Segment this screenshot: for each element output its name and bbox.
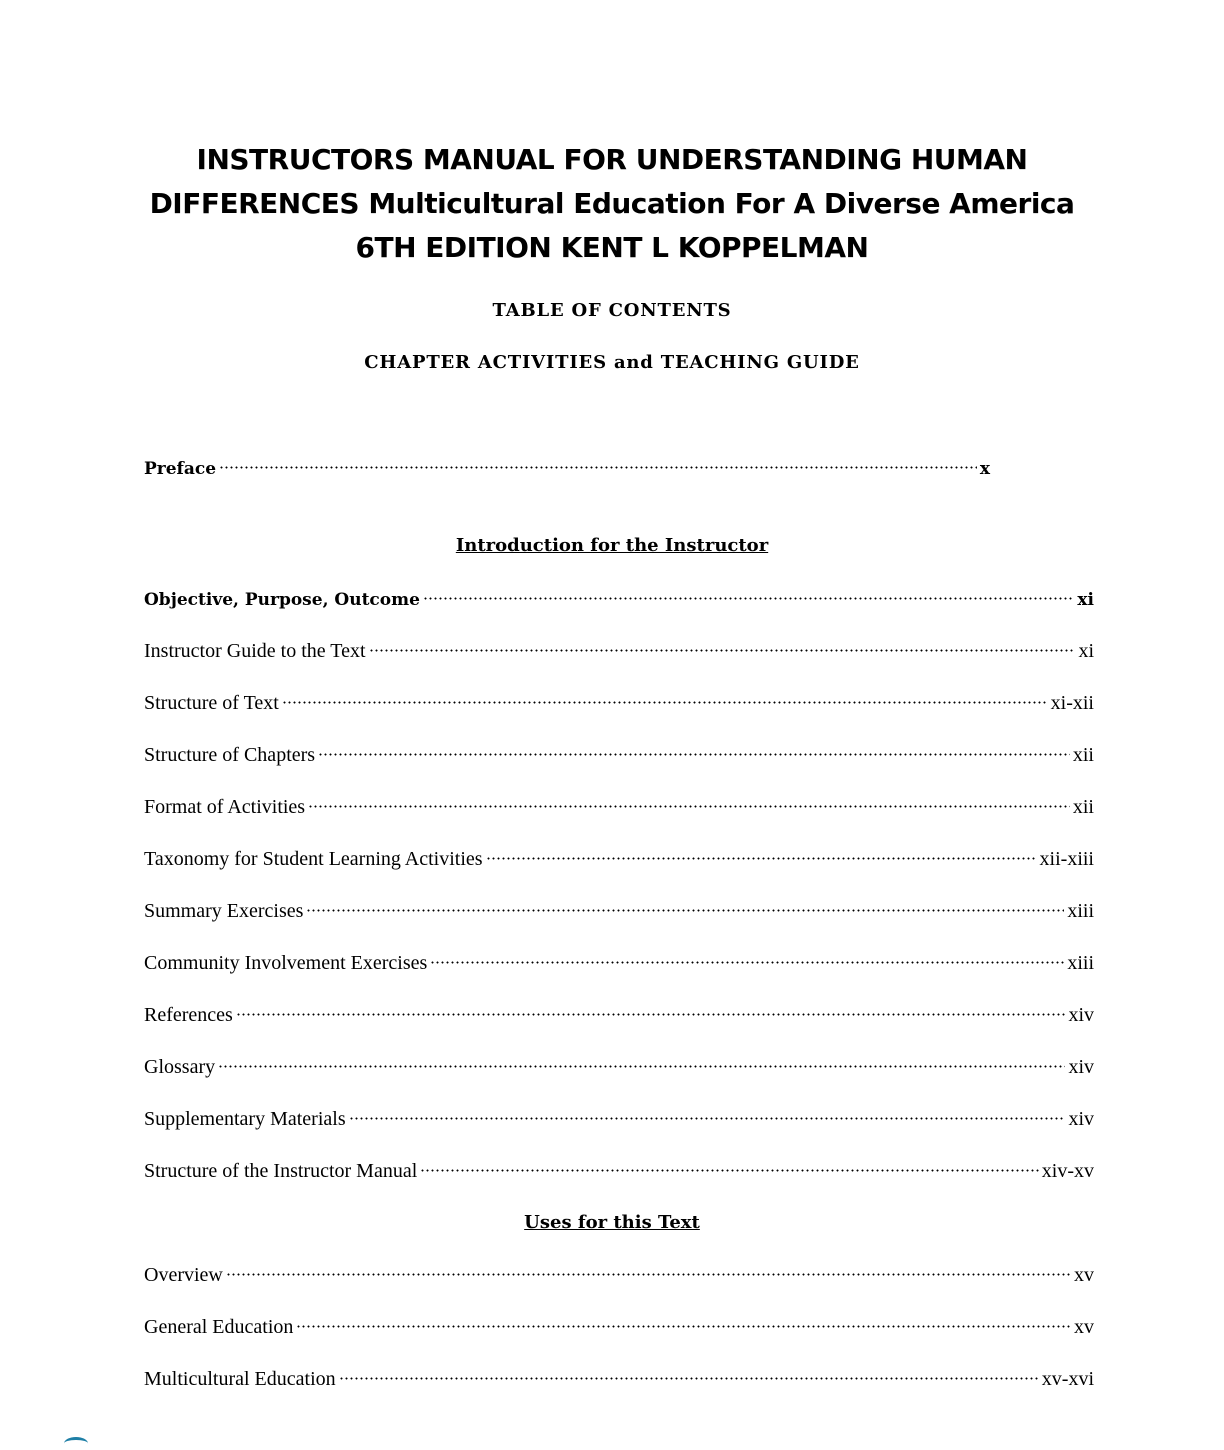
toc-entry-label: Preface — [144, 459, 217, 479]
toc-entry — [144, 794, 1094, 820]
toc-subheading: CHAPTER ACTIVITIES and TEACHING GUIDE — [364, 352, 860, 373]
toc-entry-label: Overview — [144, 1264, 223, 1286]
toc-entry — [144, 742, 1094, 768]
dot-leader — [423, 597, 1074, 600]
toc-entry — [144, 1158, 1094, 1184]
toc-entry-page: xiv — [1068, 1108, 1094, 1130]
toc-entry — [144, 638, 1094, 664]
toc-entry-label: Community Involvement Exercises — [144, 952, 428, 974]
toc-entry — [144, 1314, 1094, 1340]
toc-entry-label: Structure of Text — [144, 692, 279, 714]
dot-leader — [226, 1273, 1071, 1276]
dot-leader — [308, 805, 1070, 808]
dot-leader — [339, 1377, 1039, 1380]
toc-entry-label: Format of Activities — [144, 796, 306, 818]
toc-entry — [144, 898, 1094, 924]
dot-leader — [236, 1013, 1066, 1016]
dot-leader — [318, 753, 1070, 756]
title-line-2: DIFFERENCES Multicultural Education For A Diverse America — [149, 187, 1075, 220]
toc-entry — [144, 950, 1094, 976]
title-line-3: 6TH EDITION KENT L KOPPELMAN — [355, 231, 869, 264]
dot-leader — [296, 1325, 1071, 1328]
toc-entry-label: Objective, Purpose, Outcome — [144, 590, 420, 610]
toc-entry-preface — [144, 456, 990, 482]
toc-entry — [144, 587, 1094, 613]
dot-leader — [420, 1169, 1039, 1172]
toc-entry — [144, 1054, 1094, 1080]
toc-entry-page: xiii — [1067, 900, 1094, 922]
toc-entry-page: x — [979, 459, 990, 479]
toc-entry-label: Instructor Guide to the Text — [144, 640, 366, 662]
dot-leader — [282, 701, 1048, 704]
toc-entry-page: xii-xiii — [1039, 848, 1094, 870]
toc-entry-label: Multicultural Education — [144, 1368, 336, 1390]
dot-leader — [369, 649, 1076, 652]
toc-heading: TABLE OF CONTENTS — [492, 300, 732, 321]
toc-entry-page: xii — [1072, 796, 1094, 818]
toc-entry — [144, 1262, 1094, 1288]
toc-entry-page: xi — [1078, 640, 1094, 662]
toc-entry — [144, 1002, 1094, 1028]
corner-arc-mark — [64, 1437, 88, 1450]
section-heading-uses: Uses for this Text — [524, 1212, 700, 1233]
toc-entry-label: Supplementary Materials — [144, 1108, 346, 1130]
toc-entry-label: General Education — [144, 1316, 294, 1338]
dot-leader — [306, 909, 1064, 912]
dot-leader — [349, 1117, 1066, 1120]
title-line-1: INSTRUCTORS MANUAL FOR UNDERSTANDING HUMAN — [196, 143, 1028, 176]
toc-entry-page: xiv — [1068, 1004, 1094, 1026]
toc-entry-label: Glossary — [144, 1056, 216, 1078]
document-title — [110, 138, 1114, 270]
toc-entry — [144, 1106, 1094, 1132]
toc-entry-page: xii — [1072, 744, 1094, 766]
toc-entry — [144, 846, 1094, 872]
dot-leader — [430, 961, 1064, 964]
toc-entry-page: xiv-xv — [1041, 1160, 1094, 1182]
toc-entry-label: Structure of Chapters — [144, 744, 316, 766]
toc-entry-label: References — [144, 1004, 233, 1026]
toc-entry-page: xi-xii — [1050, 692, 1094, 714]
section-heading-introduction: Introduction for the Instructor — [455, 535, 769, 556]
toc-entry-page: xiii — [1067, 952, 1094, 974]
toc-entry-page: xi — [1077, 590, 1094, 610]
toc-entry-page: xv — [1074, 1264, 1094, 1286]
dot-leader — [486, 857, 1037, 860]
toc-entry-label: Structure of the Instructor Manual — [144, 1160, 418, 1182]
toc-entry-label: Summary Exercises — [144, 900, 304, 922]
toc-entry — [144, 690, 1094, 716]
dot-leader — [219, 466, 977, 469]
toc-entry-page: xiv — [1068, 1056, 1094, 1078]
toc-entry-page: xv — [1074, 1316, 1094, 1338]
toc-entry-label: Taxonomy for Student Learning Activities — [144, 848, 483, 870]
dot-leader — [218, 1065, 1065, 1068]
toc-entry — [144, 1366, 1094, 1392]
toc-entry-page: xv-xvi — [1041, 1368, 1094, 1390]
